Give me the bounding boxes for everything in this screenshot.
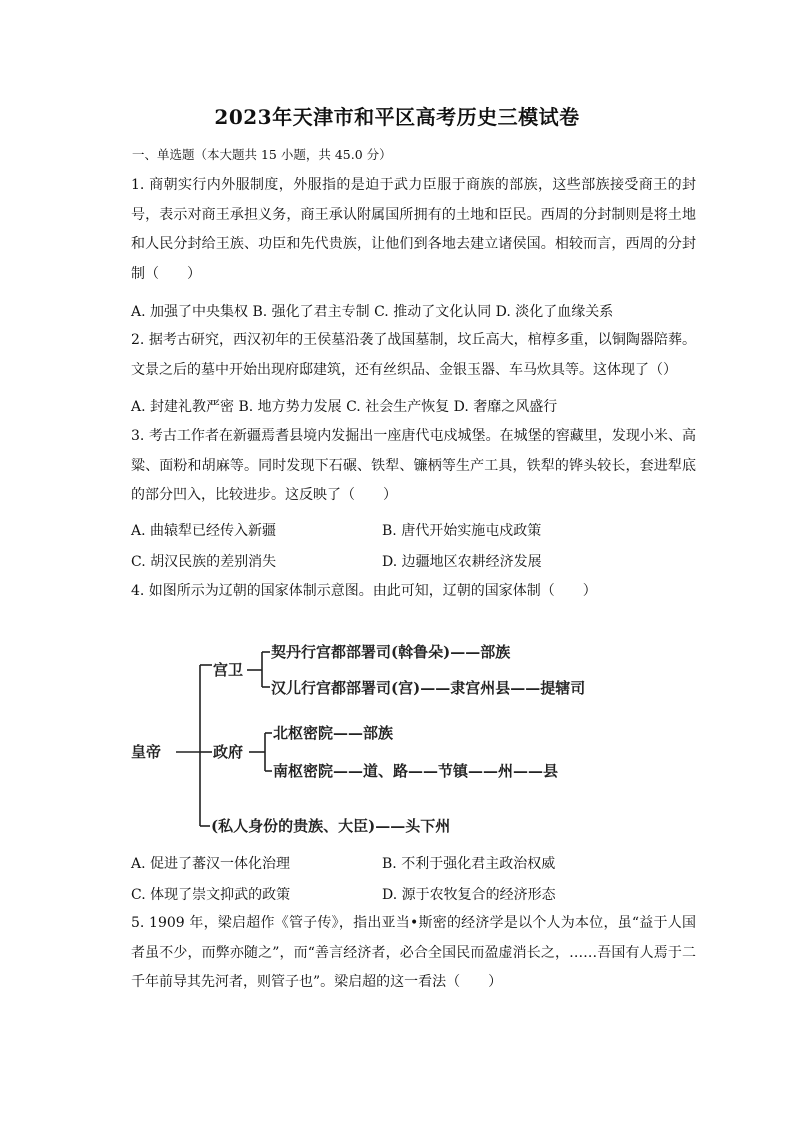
question-4-option-b: B. 不利于强化君主政治权威 xyxy=(382,856,556,872)
question-2-stem: 2. 据考古研究，西汉初年的王侯墓沿袭了战国墓制，坟丘高大，棺椁多重，以铜陶器陪葬。文景之后的墓中开始出现府邸建筑，还有丝织品、金银玉器、车马炊具等。这体现了（） xyxy=(131,332,696,378)
question-3-option-d: D. 边疆地区农耕经济发展 xyxy=(382,554,542,570)
question-2-options: A. 封建礼教严密 B. 地方势力发展 C. 社会生产恢复 D. 奢靡之风盛行 xyxy=(131,399,558,415)
page-title: 2023年天津市和平区高考历史三模试卷 xyxy=(214,105,580,129)
question-4-option-c: C. 体现了崇文抑武的政策 xyxy=(131,887,291,903)
question-1-stem: 1. 商朝实行内外服制度，外服指的是迫于武力臣服于商族的部族，这些部族接受商王的封号，表示对商王承担义务，商王承认附属国所拥有的土地和臣民。西周的分封制则是将土地和人民分封给王族、功臣和先代贵族，让他们到各地去建立诸侯国。相较而言，西周的分封制（ ） xyxy=(131,177,696,282)
section-header: 一、单选题（本大题共 15 小题，共 45.0 分） xyxy=(132,147,392,162)
diagram-guard-han: 汉儿行宫都部署司(宫)——隶宫州县——提辖司 xyxy=(271,679,586,697)
diagram-gov-north: 北枢密院——部族 xyxy=(273,724,394,742)
diagram-gov-south: 南枢密院——道、路——节镇——州——县 xyxy=(273,762,559,780)
diagram-guard-khitan: 契丹行宫都部署司(斡鲁朵)——部族 xyxy=(271,643,511,661)
question-3-option-c: C. 胡汉民族的差别消失 xyxy=(131,554,277,570)
diagram-branch-private: (私人身份的贵族、大臣)——头下州 xyxy=(211,817,451,835)
diagram-branch-guard: 宫卫 xyxy=(213,661,244,679)
question-3-stem: 3. 考古工作者在新疆焉耆县境内发掘出一座唐代屯戍城堡。在城堡的窖藏里，发现小米、高粱、面粉和胡麻等。同时发现下石碾、铁犁、镰柄等生产工具，铁犁的铧头较长，套进犁底的部分凹入，比较进步。这反映了（ ） xyxy=(131,428,696,503)
question-4-option-d: D. 源于农牧复合的经济形态 xyxy=(382,887,556,903)
question-4-option-a: A. 促进了蕃汉一体化治理 xyxy=(131,856,291,872)
question-3-option-a: A. 曲辕犁已经传入新疆 xyxy=(131,523,277,539)
diagram-branch-government: 政府 xyxy=(213,743,244,761)
question-3-option-b: B. 唐代开始实施屯戍政策 xyxy=(382,523,542,539)
question-5-stem: 5. 1909 年，梁启超作《管子传》，指出亚当•斯密的经济学是以个人为本位，虽“益于人国者虽不少，而弊亦随之”，而“善言经济者，必合全国民而盈虚消长之，……吾国有人焉于二千年前导其先河者，则管子也”。梁启超的这一看法（ ） xyxy=(131,915,696,990)
diagram-root-emperor: 皇帝 xyxy=(131,743,162,761)
question-4-stem: 4. 如图所示为辽朝的国家体制示意图。由此可知，辽朝的国家体制（ ） xyxy=(131,583,597,599)
question-1-options: A. 加强了中央集权 B. 强化了君主专制 C. 推动了文化认同 D. 淡化了血缘关系 xyxy=(131,304,614,320)
